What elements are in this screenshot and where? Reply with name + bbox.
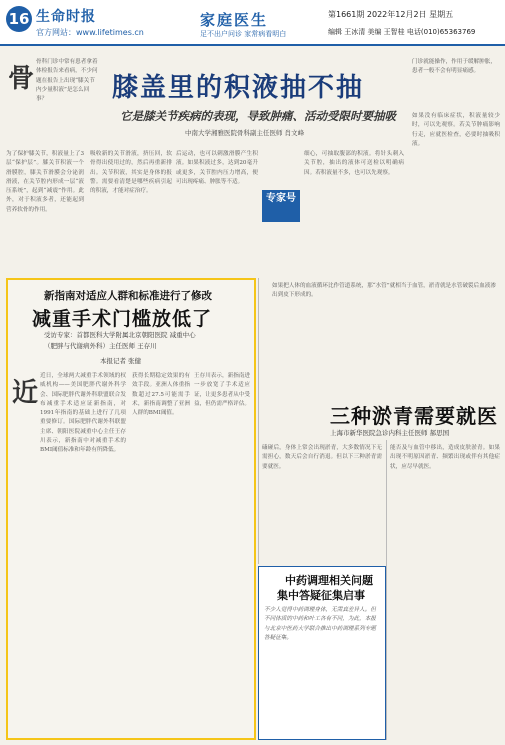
newspaper-logo: 生命时报 <box>36 9 96 25</box>
expert-badge: 专家号 <box>262 190 300 222</box>
top-article-subtitle: 它是膝关节疾病的表现，导致肿痛、活动受限时要抽吸 <box>120 109 396 123</box>
section-title: 家庭医生 <box>200 11 269 29</box>
top-article-right-col: 门诊就能操作，作用于缓解肿胀，患者一般不会有明显痛感。 <box>412 59 496 75</box>
page-number: 16 <box>6 6 32 32</box>
article-body-col3: 王存川表示，新指南进一步放宽了手术适应证，让更多患者从中受益，但仍需严格评估。 <box>194 373 250 407</box>
top-article-col5: 如果没有临床症状，积液量较少时，可以先观察。若关节肿痛影响行走，应就医检查，必要时抽吸积液。 <box>412 113 500 147</box>
right-article-body: 如果把人体的血液循环比作管道系统，那“水管”就相当于血管，淤青就是水管破裂后血液渗出到皮下形成的。 <box>272 283 496 299</box>
reporter-line: 本报记者 张健 <box>100 357 142 365</box>
notice-title-line2: 集中答疑征集启事 <box>277 589 365 602</box>
article-body-col2: 获得长期稳定效果的有效手段。亚洲人体重指数超过27.5可能需手术，新指南调整了亚洲人群的BMI阈值。 <box>132 373 190 417</box>
drop-cap: 骨 <box>8 64 35 94</box>
right-article-byline: 上海市新华医院急诊内科主任医师 郝思国 <box>330 429 450 437</box>
expert-line: 受访专家：首都医科大学附属北京朝阳医院 减重中心 <box>44 331 196 339</box>
top-article-col4: 细心，可抽取腹部的积液。将针头刺入关节腔，抽出的液体可送检以明确病因。若积液量不多，也可以先观察。 <box>304 151 404 176</box>
article-kicker: 新指南对适应人群和标准进行了修改 <box>44 290 212 302</box>
website-label: 官方网站：www.lifetimes.cn <box>36 28 144 37</box>
expert-line: （肥胖与代谢病外科）主任医师 王存川 <box>44 342 157 350</box>
right-article-col1: 磕碰后，身体上常会出现淤青，大多数情况下无需担心，数天后会自行消退。但以下三种淤青需要就医。 <box>262 445 382 470</box>
article-title: 减重手术门槛放低了 <box>32 308 213 330</box>
article-body-col1: 近日，全球两大减重手术领域的权威机构——美国肥胖代谢外科学会、国际肥胖代谢外科联盟联合发布减重手术适应证新指南，对1991年指南的基础上进行了几项重要修订。国际肥胖代谢外科联盟主席、朝阳医院减重中心主任王存川表示，新指南中对减重手术的BMI阈值标准和年龄有所降低。 <box>40 373 126 454</box>
right-article-col2: 能否及与血管中移出，造成皮肤淤青。如果出现不明原因淤青、频繁出现或伴有其他症状，应尽早就医。 <box>390 445 500 470</box>
top-article-title: 膝盖里的积液抽不抽 <box>112 73 365 103</box>
issue-info: 第1661期 2022年12月2日 星期五 <box>328 10 454 19</box>
top-article-col2: 吸收新的关节滑液，挤压回，软骨得出使用过的，然后再重新排出。关节积液，其实是身体的报警。需要看清楚是哪些疾病引起的积液，才能对症治疗。 <box>90 151 172 195</box>
section-slogan: 足不出户问诊 家常病看明白 <box>200 30 287 38</box>
drop-cap: 近 <box>12 378 39 408</box>
top-article-intro: 骨科门诊中常有患者拿着体检报告来看病，不少问题在报告上出现“膝关节内少量积液”是怎么回事？ <box>36 59 98 103</box>
top-article-col1: 为了保护膝关节，积液量上了3层“保护层”。膝关节积液一个滑膜腔，膝关节滑膜会分泌润滑液，在关节腔内形成一层“液压系统”，起到“减震”作用。此外，对于积液多者，还能起到营养软骨的作用。 <box>6 151 84 213</box>
column-divider <box>258 278 259 564</box>
top-article-byline: 中南大学湘雅医院骨科副主任医师 肖文峰 <box>185 129 305 137</box>
top-article-col3: 后运动，也可以刺激滑膜产生积液。如果积液过多，达到20毫升或更多，关节腔内压力增高，便可出现疼痛、肿胀等不适。 <box>176 151 258 185</box>
column-divider <box>386 440 387 740</box>
notice-body: 不少人觉得中药调理身体，无需真差异人。但不同体质的中药和叶工各有不同，为此，本报与北京中医药大学联合推出中药调理系列专题答疑征集。 <box>264 607 376 641</box>
notice-title-line1: 中药调理相关问题 <box>285 574 373 587</box>
editor-info: 编辑 王冰清 美编 王智桂 电话(010)65363769 <box>328 28 476 36</box>
right-article-title: 三种淤青需要就医 <box>330 404 498 428</box>
